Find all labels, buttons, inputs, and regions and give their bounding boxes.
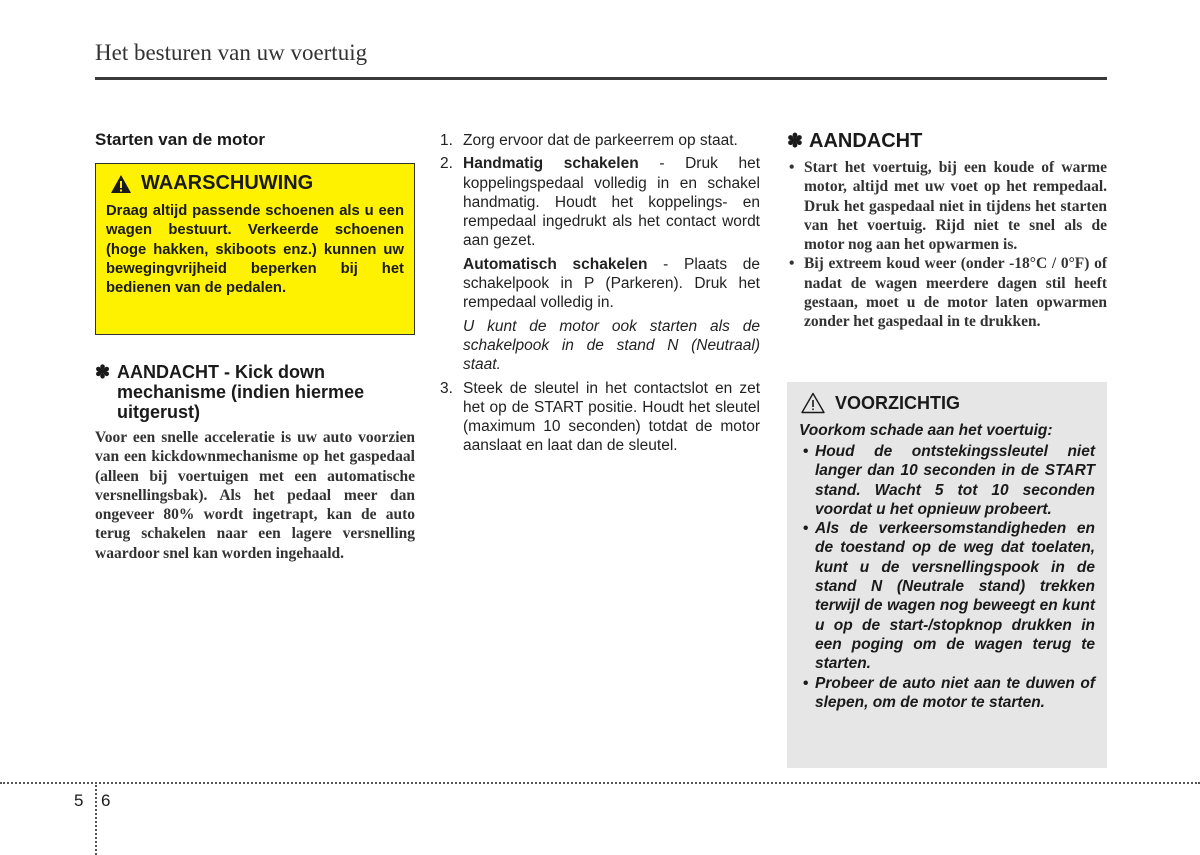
warning-icon xyxy=(110,174,132,194)
neutral-note: U kunt de motor ook starten als de schakelpook in de stand N (Neutraal) staat. xyxy=(463,317,760,374)
step-1 xyxy=(440,131,760,154)
list-item: • Probeer de auto niet aan te duwen of slepen, om de motor te starten. xyxy=(799,674,1095,713)
step-number: 1. xyxy=(440,132,453,149)
page-header-title: Het besturen van uw voertuig xyxy=(95,40,368,65)
section-title: Starten van de motor xyxy=(95,130,266,149)
step-2 xyxy=(440,154,760,378)
bullet: • xyxy=(803,443,809,460)
auto-shift-label: Automatisch schakelen xyxy=(463,255,648,273)
asterisk-icon: ✽ xyxy=(95,362,111,382)
manual-shift-label: Handmatig schakelen xyxy=(463,155,639,173)
warning-header xyxy=(110,172,404,195)
list-item: • Houd de ontstekingssleutel niet langer dan 10 seconden in de START stand. Wacht 5 tot 10 seconden voordat u het opnieuw probeert. xyxy=(799,442,1095,519)
caution-subtitle: Voorkom schade aan het voertuig: xyxy=(799,422,1053,439)
page-number: 6 xyxy=(101,791,111,810)
bullet: • xyxy=(803,674,809,692)
attention-subtitle: Kick down mechanisme (indien hiermee uitgerust) xyxy=(117,362,365,422)
list-item: • Bij extreem koud weer (onder -18°C / 0°F) of nadat de wagen meerdere dagen stil heeft gestaan, moet u de motor laten opwarmen zonder het gaspedaal in te drukken. xyxy=(789,255,1107,331)
manual-shift-text: Handmatig schakelen - Druk het koppelingspedaal volledig in en schakel handmatig. Houdt het koppelings- en rempedaal ingedrukt als het contact wordt aan gezet. xyxy=(463,155,761,250)
attention-list xyxy=(787,158,1107,332)
attention-title: AANDACHT - xyxy=(117,362,235,382)
header-rule xyxy=(95,77,1107,80)
list-item: • Start het voertuig, bij een koude of warme motor, altijd met uw voet op het rempedaal. Druk het gaspedaal niet in tijdens het starten van het voertuig. Rijd niet te snel als de motor nog aan het opwarmen is. xyxy=(789,159,1107,254)
attention-kickdown-body: Voor een snelle acceleratie is uw auto voorzien van een kickdownmechanisme op het gaspedaal (alleen bij voertuigen met een automatische versnellingsbak). Als het pedaal meer dan ongeveer 80% wordt ingetrapt, kan de auto terug schakelen naar een lagere versnelling waardoor snel kan worden ingehaald. xyxy=(95,429,415,562)
auto-shift-text: Automatisch schakelen - Plaats de schakelpook in P (Parkeren). Druk het rempedaal volledig in. xyxy=(463,255,760,312)
attention-title: AANDACHT xyxy=(809,130,923,152)
asterisk-icon: ✽ xyxy=(787,131,803,152)
step-text: Steek de sleutel in het contactslot en zet het op de START positie. Houdt het sleutel (maximum 10 seconden) totdat de motor aanslaat en laat dan de sleutel. xyxy=(463,379,760,455)
footer-dotted-rule xyxy=(0,782,1200,784)
bullet: • xyxy=(803,520,809,538)
step-number: 2. xyxy=(440,155,453,173)
bullet: • xyxy=(789,159,795,176)
bullet: • xyxy=(789,255,795,273)
column-right xyxy=(787,130,1107,332)
warning-title: WAARSCHUWING xyxy=(141,172,314,194)
attention-kickdown-header xyxy=(95,362,415,422)
section-number: 5 xyxy=(74,791,84,810)
warning-box xyxy=(95,163,415,335)
caution-box xyxy=(787,382,1107,768)
step-text: Zorg ervoor dat de parkeerrem op staat. xyxy=(463,132,738,149)
footer-dotted-divider xyxy=(95,782,97,855)
step-3 xyxy=(440,379,760,460)
list-item: • Als de verkeersomstandigheden en de toestand op de weg dat toelaten, kunt u de versnellingspook in de stand N (Neutrale stand) trekken terwijl de wagen nog beweegt en kunt u op de start-/stopknop drukken in een poging om de wagen terug te starten. xyxy=(799,519,1095,673)
caution-header xyxy=(801,392,1095,414)
caution-list xyxy=(799,442,1095,712)
caution-title: VOORZICHTIG xyxy=(835,392,960,413)
warning-body: Draag altijd passende schoenen als u een wagen bestuurt. Verkeerde schoenen (hoge hakken, skiboots enz.) kunnen uw bewegingvrijheid beperken bij het bedienen van de pedalen. xyxy=(106,203,404,297)
caution-icon xyxy=(801,392,825,414)
attention-header xyxy=(787,130,1107,153)
step-number: 3. xyxy=(440,379,453,397)
column-middle xyxy=(440,131,760,460)
column-left xyxy=(95,130,415,563)
